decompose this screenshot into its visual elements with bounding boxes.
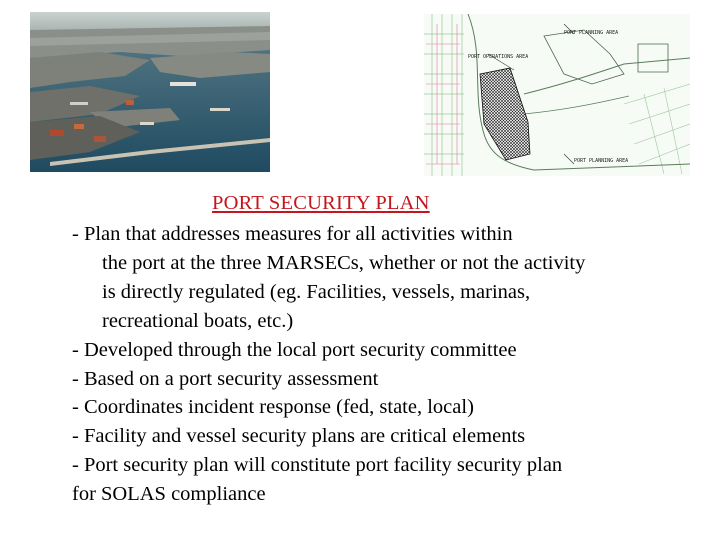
aerial-port-photo [30,12,270,172]
bullet-line: - Based on a port security assessment [72,367,379,390]
continuation-line: is directly regulated (eg. Facilities, vessels, marinas, [102,280,531,303]
continuation-line: the port at the three MARSECs, whether or not the activity [102,251,586,274]
map-label-operations: PORT OPERATIONS AREA [468,54,529,60]
body-text [72,220,692,509]
page-title: PORT SECURITY PLAN [212,192,430,214]
bullet-line: - Coordinates incident response (fed, state, local) [72,396,474,419]
bullet-line: - Facility and vessel security plans are critical elements [72,425,526,448]
port-planning-map [424,14,690,176]
continuation-line: for SOLAS compliance [72,483,266,506]
continuation-line: recreational boats, etc.) [102,309,294,332]
bullet-line: - Developed through the local port security committee [72,338,517,361]
bullet-line: - Plan that addresses measures for all activities within [72,223,513,245]
map-label-bottom: PORT PLANNING AREA [574,158,629,164]
map-label-top: PORT PLANNING AREA [564,30,619,36]
bullet-line: - Port security plan will constitute port facility security plan [72,454,563,477]
